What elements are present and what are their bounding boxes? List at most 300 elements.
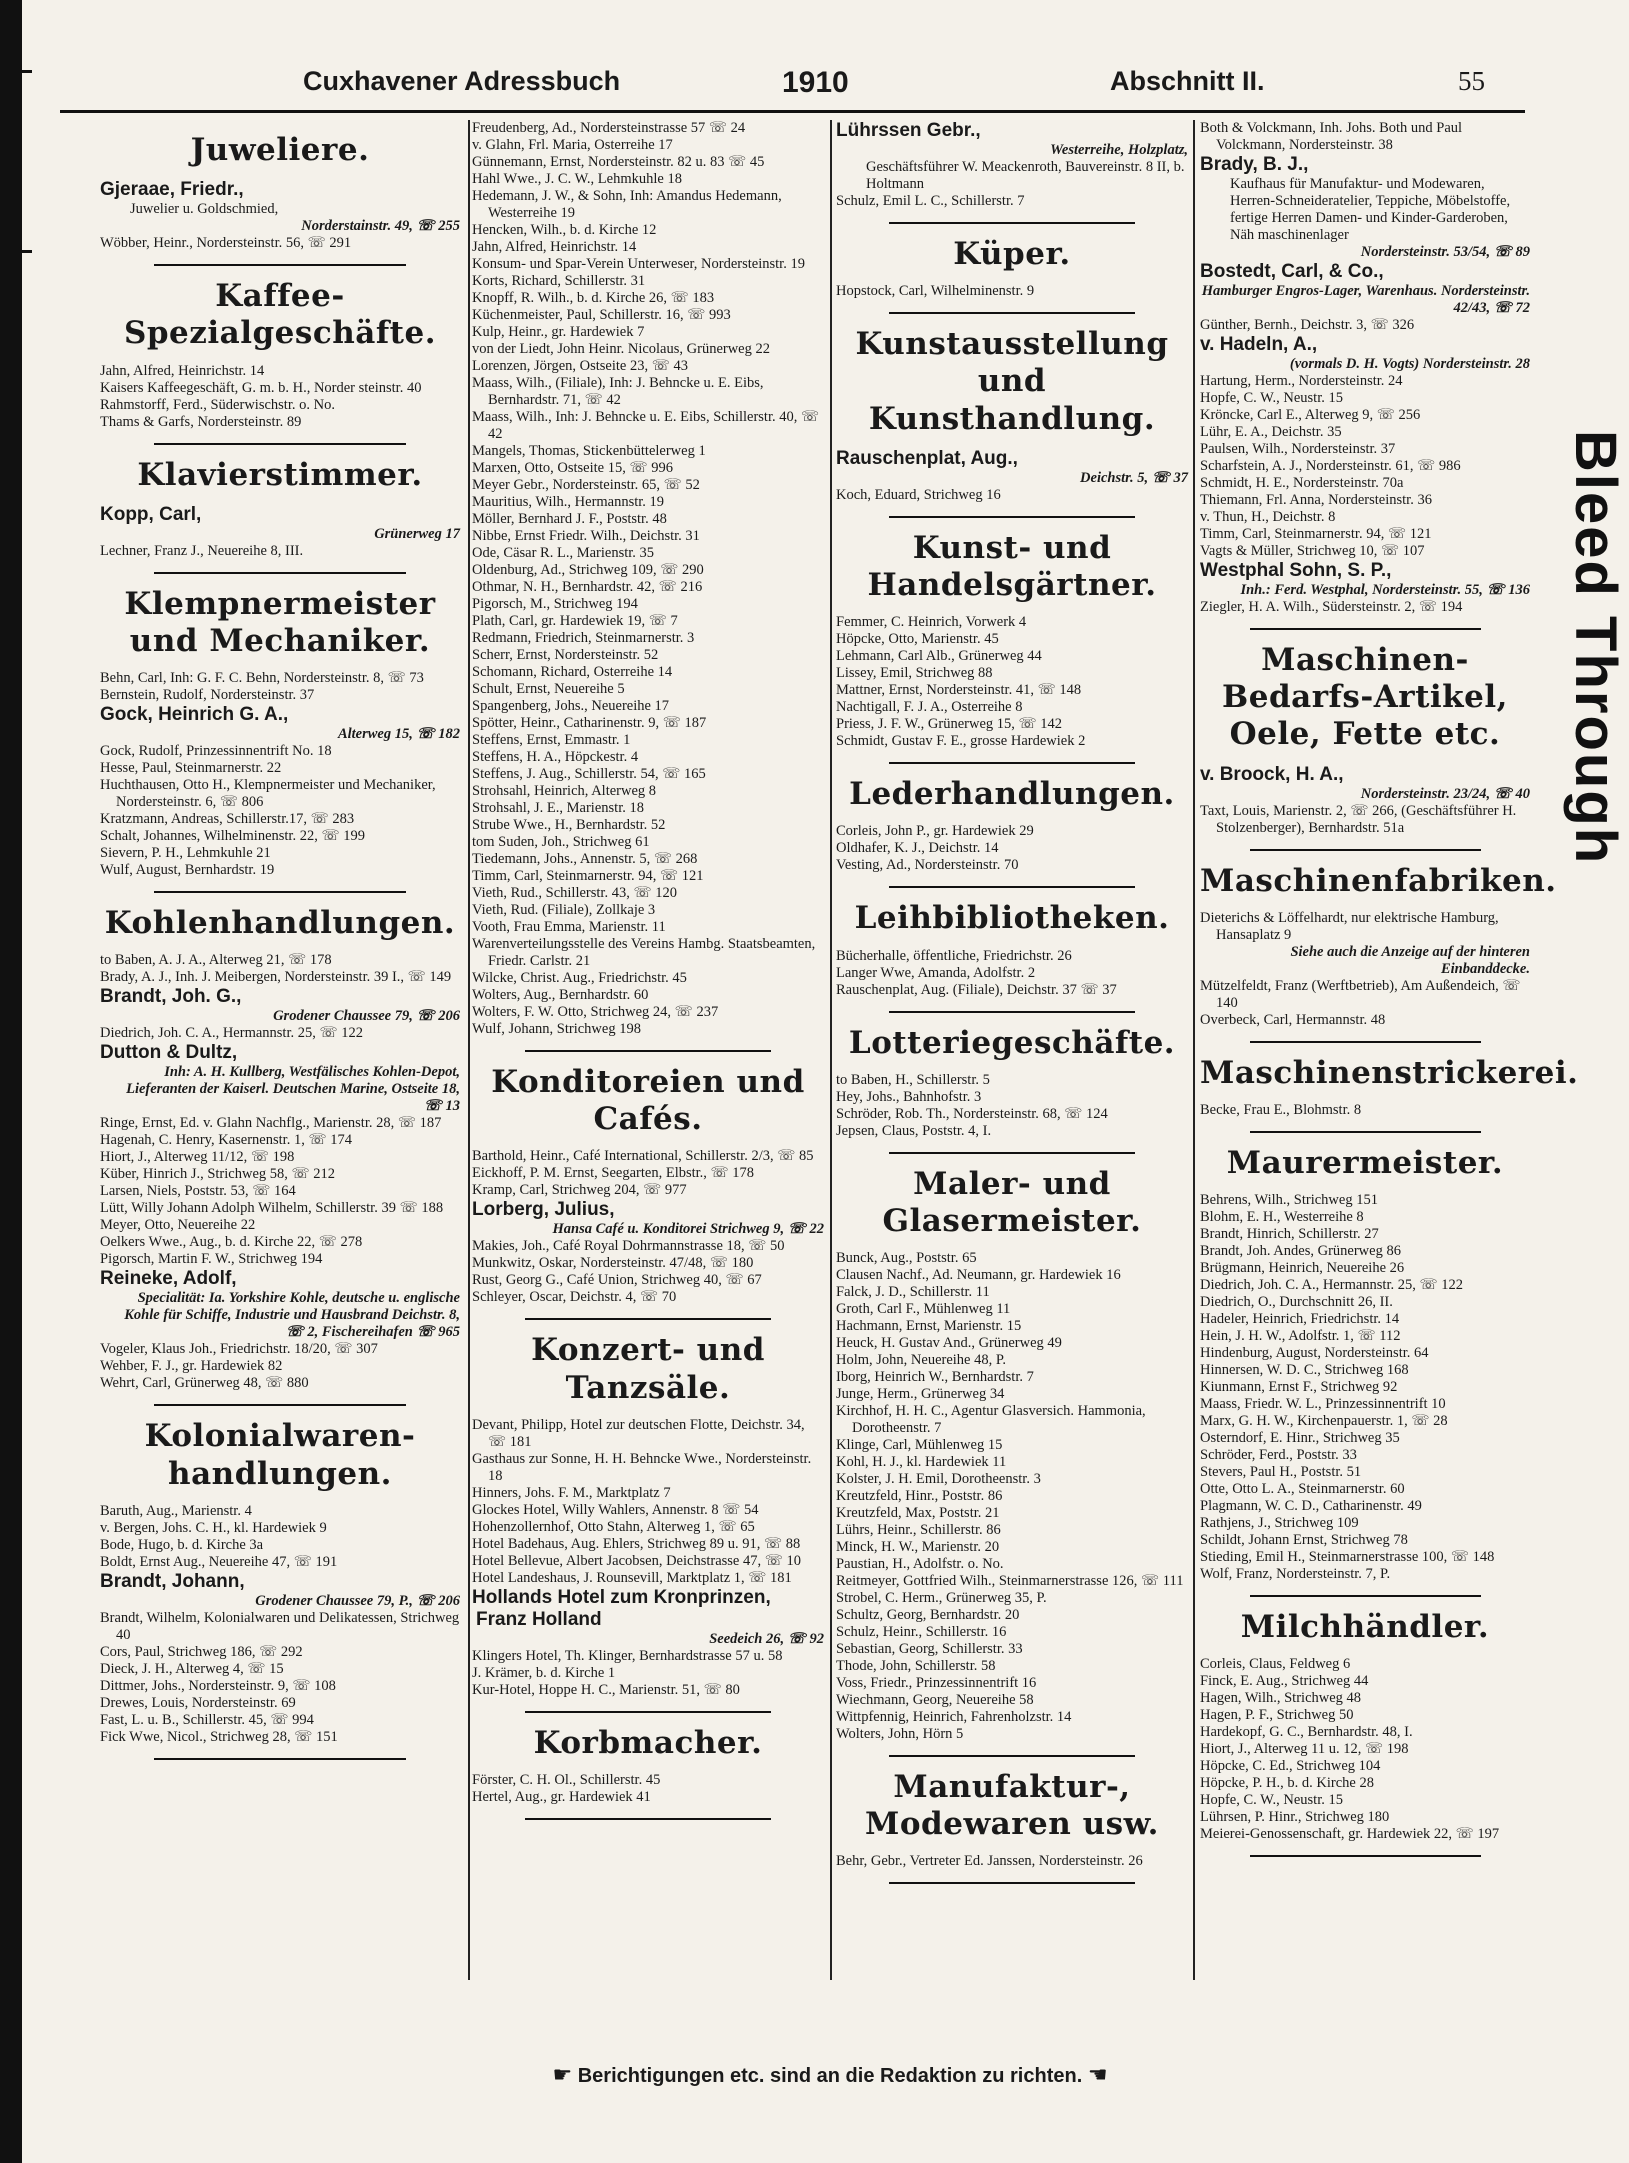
directory-entry: Brügmann, Heinrich, Neuereihe 26 — [1200, 1260, 1405, 1277]
directory-entry: Behr, Gebr., Vertreter Ed. Janssen, Nordersteinstr. 26 — [836, 1853, 1143, 1870]
directory-entry: Wolters, F. W. Otto, Strichweg 24, ☏ 237 — [472, 1004, 719, 1020]
directory-entry: Dieterichs & Löffelhardt, nur elektrische Hamburg, Hansaplatz 9 — [1200, 909, 1499, 943]
directory-section — [472, 1725, 824, 1820]
directory-entry: Munkwitz, Oskar, Nordersteinstr. 47/48, ☏ 180 — [472, 1255, 754, 1272]
directory-section — [836, 1769, 1188, 1884]
section-divider — [889, 222, 1135, 224]
directory-section — [836, 1025, 1188, 1154]
section-divider — [889, 886, 1135, 888]
directory-entry: Barthold, Heinr., Café International, Schillerstr. 2/3, ☏ 85 — [472, 1148, 814, 1165]
directory-entry: Lorberg, Julius, — [472, 1199, 615, 1221]
directory-entry: Paustian, H., Adolfstr. o. No. — [836, 1556, 1004, 1573]
directory-entry: Hertel, Aug., gr. Hardewiek 41 — [472, 1788, 651, 1805]
directory-entry: Hesse, Paul, Steinmarnerstr. 22 — [100, 760, 282, 777]
directory-entry: Vooth, Frau Emma, Marienstr. 11 — [472, 919, 666, 935]
directory-entry: Grodener Chaussee 79, ☏ 206 — [273, 1008, 460, 1025]
directory-entry: Rauschenplat, Aug. (Filiale), Deichstr. 37 ☏ 37 — [836, 981, 1117, 998]
directory-entry: Wulf, Johann, Strichweg 198 — [472, 1021, 641, 1037]
directory-entry: Norderstainstr. 49, ☏ 255 — [301, 218, 460, 235]
directory-entry: Strube Wwe., H., Bernhardstr. 52 — [472, 817, 666, 833]
directory-section — [836, 1166, 1188, 1757]
directory-entry: Vieth, Rud. (Filiale), Zollkaje 3 — [472, 902, 656, 918]
directory-entry: Kratzmann, Andreas, Schillerstr.17, ☏ 283 — [100, 811, 355, 828]
directory-entry: Taxt, Louis, Marienstr. 2, ☏ 266, (Geschäftsführer H. Stolzenberger), Bernhardstr. 51a — [1200, 802, 1517, 836]
directory-entry: Pigorsch, M., Strichweg 194 — [472, 596, 638, 612]
directory-entry: Redmann, Friedrich, Steinmarnerstr. 3 — [472, 630, 695, 646]
directory-entry: Strobel, C. Herm., Grünerweg 35, P. — [836, 1590, 1047, 1607]
directory-entry: Jahn, Alfred, Heinrichstr. 14 — [472, 239, 637, 255]
directory-entry: Osterndorf, E. Hinr., Strichweg 35 — [1200, 1430, 1400, 1447]
page-number: 55 — [1458, 66, 1485, 96]
directory-entry: Höpcke, P. H., b. d. Kirche 28 — [1200, 1775, 1374, 1792]
section-divider — [889, 1882, 1135, 1884]
directory-entry: Höpcke, C. Ed., Strichweg 104 — [1200, 1758, 1381, 1775]
directory-entry: Otte, Otto L. A., Steinmarnerstr. 60 — [1200, 1481, 1405, 1498]
section-divider — [1250, 1855, 1481, 1857]
directory-entry: Schalt, Johannes, Wilhelminenstr. 22, ☏ 199 — [100, 828, 365, 845]
directory-entry: Othmar, N. H., Bernhardstr. 42, ☏ 216 — [472, 579, 703, 595]
directory-entry: Hagen, P. F., Strichweg 50 — [1200, 1707, 1354, 1724]
directory-section — [100, 905, 460, 1406]
directory-entry: Femmer, C. Heinrich, Vorwerk 4 — [836, 614, 1027, 631]
directory-entry: Huchthausen, Otto H., Klempnermeister und Mechaniker, Nordersteinstr. 6, ☏ 806 — [100, 777, 436, 811]
directory-entry: Grünerweg 17 — [374, 525, 460, 542]
directory-entry: Nordersteinstr. 53/54, ☏ 89 — [1360, 244, 1530, 260]
directory-entry: Hagen, Wilh., Strichweg 48 — [1200, 1690, 1362, 1707]
directory-entry: Brandt, Joh. Andes, Grünerweg 86 — [1200, 1243, 1401, 1260]
directory-entry: Schildt, Johann Ernst, Strichweg 78 — [1200, 1532, 1408, 1549]
directory-entry: v. Broock, H. A., — [1200, 763, 1344, 785]
directory-entry: Eickhoff, P. M. Ernst, Seegarten, Elbstr., ☏ 178 — [472, 1165, 755, 1182]
directory-entry: Lorenzen, Jörgen, Ostseite 23, ☏ 43 — [472, 358, 688, 374]
directory-entry: Strohsahl, Heinrich, Alterweg 8 — [472, 783, 657, 799]
directory-entry: Freudenberg, Ad., Nordersteinstrasse 57 ☏ 24 — [472, 120, 746, 136]
section-divider — [1250, 1131, 1481, 1133]
directory-entry: Klingers Hotel, Th. Klinger, Bernhardstrasse 57 u. 58 — [472, 1647, 783, 1664]
directory-entry: Hindenburg, August, Nordersteinstr. 64 — [1200, 1345, 1429, 1362]
category-heading: Kaffee-Spezialgeschäfte. — [123, 278, 437, 352]
directory-entry: Wehber, F. J., gr. Hardewiek 82 — [100, 1358, 283, 1375]
directory-entry: Kaisers Kaffeegeschäft, G. m. b. H., Norder steinstr. 40 — [100, 379, 422, 396]
category-heading: Kunst- und Handelsgärtner. — [867, 529, 1157, 603]
directory-entry: Meierei-Genossenschaft, gr. Hardewiek 22, ☏ 197 — [1200, 1826, 1500, 1843]
directory-entry: Becke, Frau E., Blohmstr. 8 — [1200, 1101, 1362, 1118]
directory-entry: v. Bergen, Johs. C. H., kl. Hardewiek 9 — [100, 1519, 327, 1536]
directory-entry: Hohenzollernhof, Otto Stahn, Alterweg 1, ☏ 65 — [472, 1518, 755, 1535]
directory-entry: Marxen, Otto, Ostseite 15, ☏ 996 — [472, 460, 673, 476]
directory-section — [1200, 120, 1530, 630]
directory-section — [100, 132, 460, 266]
directory-entry: Ziegler, H. A. Wilh., Südersteinstr. 2, ☏ 194 — [1200, 599, 1463, 615]
directory-entry: Kreutzfeld, Hinr., Poststr. 86 — [836, 1488, 1003, 1505]
directory-entry: Kirchhof, H. H. C., Agentur Glasversich. Hammonia, Dorotheenstr. 7 — [836, 1403, 1146, 1437]
pointing-hand-right-icon: ☚ — [1087, 2062, 1108, 2087]
directory-entry: Schmidt, H. E., Nordersteinstr. 70a — [1200, 475, 1404, 491]
directory-entry: Scherr, Ernst, Nordersteinstr. 52 — [472, 647, 659, 663]
directory-entry: Kreutzfeld, Max, Poststr. 21 — [836, 1505, 1000, 1522]
directory-entry: Kohl, H. J., kl. Hardewiek 11 — [836, 1454, 1007, 1471]
directory-entry: Kröncke, Carl E., Alterweg 9, ☏ 256 — [1200, 407, 1421, 423]
category-heading: Maler- und Glasermeister. — [882, 1165, 1142, 1239]
directory-entry: Overbeck, Carl, Hermannstr. 48 — [1200, 1011, 1386, 1028]
directory-entry: Bostedt, Carl, & Co., — [1200, 261, 1384, 282]
category-heading: Milchhändler. — [1240, 1609, 1490, 1646]
directory-entry: Bernstein, Rudolf, Nordersteinstr. 37 — [100, 687, 315, 704]
directory-entry: Hadeler, Heinrich, Friedrichstr. 14 — [1200, 1311, 1400, 1328]
directory-entry: Stevers, Paul H., Poststr. 51 — [1200, 1464, 1362, 1481]
category-heading: Lederhandlungen. — [849, 776, 1175, 813]
directory-entry: Oelkers Wwe., Aug., b. d. Kirche 22, ☏ 278 — [100, 1234, 363, 1251]
directory-entry: Pigorsch, Martin F. W., Strichweg 194 — [100, 1251, 323, 1268]
directory-entry: Grodener Chaussee 79, P., ☏ 206 — [255, 1592, 460, 1609]
directory-entry: Hachmann, Ernst, Marienstr. 15 — [836, 1318, 1022, 1335]
section-divider — [154, 264, 406, 266]
book-year: 1910 — [782, 66, 849, 99]
directory-section — [472, 1064, 824, 1320]
directory-entry: Alterweg 15, ☏ 182 — [337, 726, 460, 743]
directory-entry: Mangels, Thomas, Stickenbüttelerweg 1 — [472, 443, 706, 459]
directory-entry: Wöbber, Heinr., Nordersteinstr. 56, ☏ 291 — [100, 235, 352, 252]
directory-entry: Sievern, P. H., Lehmkuhle 21 — [100, 845, 271, 862]
directory-entry: Wolf, Franz, Nordersteinstr. 7, P. — [1200, 1566, 1391, 1583]
page-footer — [400, 2062, 1260, 2088]
category-heading: Maschinen-Bedarfs-Artikel, Oele, Fette etc. — [1222, 642, 1508, 753]
directory-entry: Diedrich, O., Durchschnitt 26, II. — [1200, 1294, 1393, 1311]
directory-entry: Wittpfennig, Heinrich, Fahrenholzstr. 14 — [836, 1709, 1072, 1726]
directory-entry: Spötter, Heinr., Catharinenstr. 9, ☏ 187 — [472, 715, 707, 731]
directory-entry: Gjeraae, Friedr., — [100, 179, 244, 201]
directory-entry: Korts, Richard, Schillerstr. 31 — [472, 273, 646, 289]
section-divider — [1250, 1595, 1481, 1597]
directory-entry: Steffens, J. Aug., Schillerstr. 54, ☏ 165 — [472, 766, 706, 782]
directory-entry: Mattner, Ernst, Nordersteinstr. 41, ☏ 148 — [836, 682, 1082, 699]
directory-entry: Brady, B. J., — [1200, 154, 1309, 175]
section-divider — [525, 1711, 771, 1713]
directory-section — [100, 1418, 460, 1759]
directory-entry: Gock, Rudolf, Prinzessinnentrift No. 18 — [100, 743, 332, 760]
directory-entry: Hey, Johs., Bahnhofstr. 3 — [836, 1088, 982, 1105]
directory-entry: Hagenah, C. Henry, Kasernenstr. 1, ☏ 174 — [100, 1132, 352, 1149]
directory-entry: Knopff, R. Wilh., b. d. Kirche 26, ☏ 183 — [472, 290, 715, 306]
directory-entry: Hardekopf, G. C., Bernhardstr. 48, I. — [1200, 1724, 1413, 1741]
footer-note: Berichtigungen etc. sind an die Redaktion zu richten. — [577, 2065, 1083, 2087]
directory-entry: Lührssen Gebr., — [836, 120, 981, 141]
directory-entry: Wilcke, Christ. Aug., Friedrichstr. 45 — [472, 970, 687, 986]
directory-entry: Dieck, J. H., Alterweg 4, ☏ 15 — [100, 1660, 284, 1677]
directory-entry: Finck, E. Aug., Strichweg 44 — [1200, 1673, 1369, 1690]
directory-entry: Schulz, Emil L. C., Schillerstr. 7 — [836, 193, 1025, 209]
directory-entry: Schulz, Heinr., Schillerstr. 16 — [836, 1624, 1007, 1641]
directory-section — [100, 278, 460, 444]
directory-entry: Hopfe, C. W., Neustr. 15 — [1200, 1792, 1343, 1809]
directory-entry: Inh: A. H. Kullberg, Westfälisches Kohlen-Depot, Lieferanten der Kaiserl. Deutschen Marine, Ostseite 18, ☏ 13 — [126, 1064, 460, 1115]
directory-entry: Brandt, Hinrich, Schillerstr. 27 — [1200, 1226, 1379, 1243]
directory-entry: Langer Wwe, Amanda, Adolfstr. 2 — [836, 964, 1036, 981]
directory-section — [472, 1332, 824, 1712]
directory-entry: Wehrt, Carl, Grünerweg 48, ☏ 880 — [100, 1375, 309, 1392]
directory-entry: Oldenburg, Ad., Strichweg 109, ☏ 290 — [472, 562, 704, 578]
directory-entry: Hartung, Herm., Nordersteinstr. 24 — [1200, 373, 1403, 389]
directory-entry: Maass, Wilh., Inh: J. Behncke u. E. Eibs, Schillerstr. 40, ☏ 42 — [472, 409, 820, 442]
directory-section — [1200, 1145, 1530, 1597]
directory-section — [1200, 642, 1530, 851]
directory-entry: Geschäftsführer W. Meackenroth, Bauvereinstr. 8 II, b. Holtmann — [866, 159, 1185, 192]
pointing-hand-left-icon: ☛ — [552, 2062, 573, 2087]
directory-entry: Hahl Wwe., J. C. W., Lehmkuhle 18 — [472, 171, 682, 187]
directory-entry: Gasthaus zur Sonne, H. H. Behncke Wwe., Nordersteinstr. 18 — [472, 1450, 812, 1484]
directory-entry: Stieding, Emil H., Steinmarnerstrasse 100, ☏ 148 — [1200, 1549, 1495, 1566]
directory-entry: Plath, Carl, gr. Hardewiek 19, ☏ 7 — [472, 613, 678, 629]
section-label: Abschnitt II. — [1110, 66, 1265, 96]
directory-entry: Reitmeyer, Gottfried Wilh., Steinmarnerstrasse 126, ☏ 111 — [836, 1573, 1184, 1590]
column-3 — [836, 120, 1188, 2000]
directory-entry: Drewes, Louis, Nordersteinstr. 69 — [100, 1694, 296, 1711]
directory-entry: Groth, Carl F., Mühlenweg 11 — [836, 1301, 1011, 1318]
directory-entry: Küber, Hinrich J., Strichweg 58, ☏ 212 — [100, 1166, 336, 1183]
directory-entry: Meyer, Otto, Neuereihe 22 — [100, 1217, 256, 1234]
category-heading: Konditoreien und Cafés. — [491, 1064, 805, 1138]
directory-entry: Wolters, Aug., Bernhardstr. 60 — [472, 987, 649, 1003]
directory-entry: Falck, J. D., Schillerstr. 11 — [836, 1284, 990, 1301]
directory-entry: Holm, John, Neuereihe 48, P. — [836, 1352, 1006, 1369]
directory-entry: Konsum- und Spar-Verein Unterweser, Nordersteinstr. 19 — [472, 256, 805, 272]
directory-entry: Maass, Friedr. W. L., Prinzessinnentrift 10 — [1200, 1396, 1446, 1413]
directory-entry: Kulp, Heinr., gr. Hardewiek 7 — [472, 324, 645, 340]
directory-entry: Hopfe, C. W., Neustr. 15 — [1200, 390, 1343, 406]
directory-entry: Hinnersen, W. D. C., Strichweg 168 — [1200, 1362, 1409, 1379]
directory-entry: Hiort, J., Alterweg 11/12, ☏ 198 — [100, 1149, 295, 1166]
directory-entry: Dittmer, Johs., Nordersteinstr. 9, ☏ 108 — [100, 1677, 336, 1694]
directory-entry: Schultz, Georg, Bernhardstr. 20 — [836, 1607, 1020, 1624]
category-heading: Leihbibliotheken. — [854, 900, 1170, 937]
section-divider — [1250, 1041, 1481, 1043]
directory-entry: Tiedemann, Johs., Annenstr. 5, ☏ 268 — [472, 851, 698, 867]
directory-entry: to Baben, H., Schillerstr. 5 — [836, 1071, 990, 1088]
directory-entry: Günnemann, Ernst, Nordersteinstr. 82 u. 83 ☏ 45 — [472, 154, 765, 170]
section-divider — [889, 1755, 1135, 1757]
directory-entry: Mauritius, Wilh., Hermannstr. 19 — [472, 494, 665, 510]
section-divider — [525, 1050, 771, 1052]
directory-entry: Iborg, Heinrich W., Bernhardstr. 7 — [836, 1369, 1034, 1386]
directory-entry: Vieth, Rud., Schillerstr. 43, ☏ 120 — [472, 885, 677, 901]
directory-entry: Lissey, Emil, Strichweg 88 — [836, 665, 993, 682]
directory-entry: Spangenberg, Johs., Neuereihe 17 — [472, 698, 670, 714]
category-heading: Korbmacher. — [533, 1724, 763, 1761]
directory-entry: Jepsen, Claus, Poststr. 4, I. — [836, 1122, 992, 1139]
directory-entry: Vogeler, Klaus Joh., Friedrichstr. 18/20, ☏ 307 — [100, 1341, 378, 1358]
category-heading: Maschinenfabriken. — [1200, 862, 1557, 899]
directory-entry: Dutton & Dultz, — [100, 1042, 238, 1064]
category-heading: Kunstausstellung und Kunsthandlung. — [855, 326, 1169, 437]
directory-entry: Nordersteinstr. 23/24, ☏ 40 — [1360, 785, 1530, 802]
directory-entry: Hotel Landeshaus, J. Rounsevill, Marktplatz 1, ☏ 181 — [472, 1569, 792, 1586]
directory-entry: Hiort, J., Alterweg 11 u. 12, ☏ 198 — [1200, 1741, 1409, 1758]
directory-section — [836, 530, 1188, 764]
directory-entry: Kopp, Carl, — [100, 503, 202, 525]
directory-entry: Klinge, Carl, Mühlenweg 15 — [836, 1437, 1003, 1454]
directory-entry: v. Hadeln, A., — [1200, 334, 1318, 355]
directory-section — [472, 120, 824, 1052]
directory-entry: Brandt, Johann, — [100, 1570, 245, 1592]
directory-entry: Specialität: Ia. Yorkshire Kohle, deutsche u. englische Kohle für Schiffe, Industrie und Hausbrand Deichstr. 8, ☏ 2, Fischereihafen ☏ 965 — [124, 1290, 460, 1341]
directory-entry: Westerreihe, Holzplatz, — [1050, 142, 1188, 158]
section-divider — [889, 762, 1135, 764]
directory-entry: Förster, C. H. Ol., Schillerstr. 45 — [472, 1771, 661, 1788]
directory-entry: Vesting, Ad., Nordersteinstr. 70 — [836, 857, 1019, 874]
directory-entry: Timm, Carl, Steinmarnerstr. 94, ☏ 121 — [472, 868, 704, 884]
directory-entry: Kiunmann, Ernst F., Strichweg 92 — [1200, 1379, 1398, 1396]
section-divider — [154, 572, 406, 574]
directory-entry: Marx, G. H. W., Kirchenpauerstr. 1, ☏ 28 — [1200, 1413, 1448, 1430]
category-heading: Konzert- und Tanzsäle. — [531, 1332, 765, 1406]
directory-entry: Makies, Joh., Café Royal Dohrmannstrasse 18, ☏ 50 — [472, 1238, 785, 1255]
directory-entry: Bode, Hugo, b. d. Kirche 3a — [100, 1536, 264, 1553]
directory-entry: Heuck, H. Gustav And., Grünerweg 49 — [836, 1335, 1062, 1352]
directory-entry: Cors, Paul, Strichweg 186, ☏ 292 — [100, 1643, 303, 1660]
section-divider — [154, 1404, 406, 1406]
directory-entry: Deichstr. 5, ☏ 37 — [1080, 469, 1188, 486]
directory-entry: Brandt, Wilhelm, Kolonialwaren und Delikatessen, Strichweg 40 — [100, 1609, 460, 1643]
directory-entry: Wolters, John, Hörn 5 — [836, 1726, 964, 1743]
section-divider — [1250, 849, 1481, 851]
directory-entry: Schröder, Ferd., Poststr. 33 — [1200, 1447, 1357, 1464]
directory-entry: Küchenmeister, Paul, Schillerstr. 16, ☏ 993 — [472, 307, 731, 323]
directory-entry: Kaufhaus für Manufaktur- und Modewaren, Herren-Schneideratelier, Teppiche, Möbelstoffe, fertige Herren Damen- und Kinder-Garderoben, Näh maschinenlager — [1230, 176, 1511, 243]
directory-entry: Wiechmann, Georg, Neuereihe 58 — [836, 1692, 1034, 1709]
directory-entry: Reineke, Adolf, — [100, 1268, 237, 1290]
directory-entry: Brandt, Joh. G., — [100, 986, 242, 1008]
directory-entry: Lührsen, P. Hinr., Strichweg 180 — [1200, 1809, 1390, 1826]
directory-entry: Thode, John, Schillerstr. 58 — [836, 1658, 996, 1675]
directory-entry: v. Thun, H., Deichstr. 8 — [1200, 509, 1336, 525]
directory-entry: Kur-Hotel, Hoppe H. C., Marienstr. 51, ☏ 80 — [472, 1681, 740, 1698]
directory-entry: Lehmann, Carl Alb., Grünerweg 44 — [836, 648, 1042, 665]
directory-entry: Oldhafer, K. J., Deichstr. 14 — [836, 840, 999, 857]
directory-entry: Strohsahl, J. E., Marienstr. 18 — [472, 800, 644, 816]
directory-entry: Möller, Bernhard J. F., Poststr. 48 — [472, 511, 667, 527]
directory-entry: Fick Wwe, Nicol., Strichweg 28, ☏ 151 — [100, 1728, 338, 1745]
directory-entry: Behrens, Wilh., Strichweg 151 — [1200, 1192, 1378, 1209]
column-2 — [472, 120, 824, 2000]
directory-entry: Fast, L. u. B., Schillerstr. 45, ☏ 994 — [100, 1711, 314, 1728]
directory-entry: Hotel Badehaus, Aug. Ehlers, Strichweg 89 u. 91, ☏ 88 — [472, 1535, 801, 1552]
directory-section — [836, 776, 1188, 888]
section-divider — [154, 891, 406, 893]
directory-entry: Schröder, Rob. Th., Nordersteinstr. 68, ☏ 124 — [836, 1105, 1108, 1122]
directory-entry: Rathjens, J., Strichweg 109 — [1200, 1515, 1359, 1532]
directory-entry: Ode, Cäsar R. L., Marienstr. 35 — [472, 545, 655, 561]
directory-entry: Bunck, Aug., Poststr. 65 — [836, 1250, 977, 1267]
column-1 — [100, 120, 460, 2000]
directory-entry: Hedemann, J. W., & Sohn, Inh: Amandus Hedemann, Westerreihe 19 — [472, 188, 782, 221]
directory-entry: Minck, H. W., Marienstr. 20 — [836, 1539, 1000, 1556]
directory-entry: Hopstock, Carl, Wilhelminenstr. 9 — [836, 283, 1035, 300]
directory-entry: Timm, Carl, Steinmarnerstr. 94, ☏ 121 — [1200, 526, 1432, 542]
directory-entry: Günther, Bernh., Deichstr. 3, ☏ 326 — [1200, 317, 1415, 333]
directory-entry: Devant, Philipp, Hotel zur deutschen Flotte, Deichstr. 34, ☏ 181 — [472, 1416, 805, 1450]
directory-entry: Both & Volckmann, Inh. Johs. Both und Paul Volckmann, Nordersteinstr. 38 — [1200, 120, 1463, 153]
directory-entry: Maass, Wilh., (Filiale), Inh: J. Behncke u. E. Eibs, Bernhardstr. 71, ☏ 42 — [472, 375, 764, 408]
directory-entry: Gock, Heinrich G. A., — [100, 704, 289, 726]
directory-entry: Juwelier u. Goldschmied, — [130, 201, 279, 218]
directory-entry: tom Suden, Joh., Strichweg 61 — [472, 834, 650, 850]
book-title: Cuxhavener Adressbuch — [303, 66, 621, 96]
directory-section — [100, 586, 460, 893]
directory-entry: Sebastian, Georg, Schillerstr. 33 — [836, 1641, 1023, 1658]
directory-section — [836, 236, 1188, 314]
directory-entry: Priess, J. F. W., Grünerweg 15, ☏ 142 — [836, 716, 1063, 733]
category-heading: Manufaktur-, Modewaren usw. — [865, 1769, 1159, 1843]
directory-section — [1200, 1609, 1530, 1857]
directory-entry: Scharfstein, A. J., Nordersteinstr. 61, ☏ 986 — [1200, 458, 1461, 474]
category-heading: Kohlenhandlungen. — [104, 905, 456, 942]
directory-entry: Voss, Friedr., Prinzessinnentrift 16 — [836, 1675, 1037, 1692]
directory-entry: Vagts & Müller, Strichweg 10, ☏ 107 — [1200, 543, 1425, 559]
directory-entry: Seedeich 26, ☏ 92 — [709, 1630, 824, 1647]
page-header — [60, 58, 1525, 113]
category-heading: Lotteriegeschäfte. — [848, 1024, 1176, 1061]
directory-entry: von der Liedt, John Heinr. Nicolaus, Grünerweg 22 — [472, 341, 770, 357]
directory-entry: Warenverteilungsstelle des Vereins Hambg. Staatsbeamten, Friedr. Carlstr. 21 — [472, 936, 816, 969]
directory-entry: Hollands Hotel zum Kronprinzen, Franz Holland — [472, 1586, 771, 1630]
directory-entry: Hotel Bellevue, Albert Jacobsen, Deichstrasse 47, ☏ 10 — [472, 1552, 801, 1569]
directory-entry: Rauschenplat, Aug., — [836, 447, 1018, 469]
directory-entry: Behn, Carl, Inh: G. F. C. Behn, Nordersteinstr. 8, ☏ 73 — [100, 670, 424, 687]
directory-section — [100, 457, 460, 574]
directory-entry: Baruth, Aug., Marienstr. 4 — [100, 1502, 252, 1519]
directory-entry: Corleis, Claus, Feldweg 6 — [1200, 1656, 1351, 1673]
directory-entry: Brady, A. J., Inh. J. Meibergen, Nordersteinstr. 39 I., ☏ 149 — [100, 969, 452, 986]
section-divider — [154, 1758, 406, 1760]
directory-entry: Nachtigall, F. J. A., Osterreihe 8 — [836, 699, 1023, 716]
directory-entry: Mützelfeldt, Franz (Werftbetrieb), Am Außendeich, ☏ 140 — [1200, 977, 1521, 1011]
section-divider — [525, 1818, 771, 1820]
directory-entry: (vormals D. H. Vogts) Nordersteinstr. 28 — [1289, 356, 1530, 372]
category-heading: Maschinenstrickerei. — [1200, 1054, 1579, 1091]
directory-entry: Blohm, E. H., Westerreihe 8 — [1200, 1209, 1364, 1226]
directory-entry: Corleis, John P., gr. Hardewiek 29 — [836, 823, 1034, 840]
directory-entry: Kramp, Carl, Strichweg 204, ☏ 977 — [472, 1182, 687, 1199]
directory-entry: Lühr, E. A., Deichstr. 35 — [1200, 424, 1342, 440]
section-divider — [889, 516, 1135, 518]
section-divider — [889, 312, 1135, 314]
directory-entry: Hein, J. H. W., Adolfstr. 1, ☏ 112 — [1200, 1328, 1401, 1345]
directory-entry: Lechner, Franz J., Neuereihe 8, III. — [100, 542, 304, 559]
directory-section — [836, 900, 1188, 1012]
directory-entry: Koch, Eduard, Strichweg 16 — [836, 486, 1001, 503]
directory-entry: Schult, Ernst, Neuereihe 5 — [472, 681, 625, 697]
directory-entry: Rahmstorff, Ferd., Süderwischstr. o. No. — [100, 396, 335, 413]
section-divider — [1250, 628, 1481, 630]
directory-section — [1200, 1054, 1579, 1133]
directory-entry: Steffens, Ernst, Emmastr. 1 — [472, 732, 631, 748]
columns-container — [100, 120, 1579, 2000]
directory-entry: Rust, Georg G., Café Union, Strichweg 40, ☏ 67 — [472, 1272, 762, 1289]
directory-entry: Thams & Garfs, Nordersteinstr. 89 — [100, 413, 302, 430]
directory-entry: Hinners, Johs. F. M., Marktplatz 7 — [472, 1484, 671, 1501]
directory-entry: Schmidt, Gustav F. E., grosse Hardewiek 2 — [836, 733, 1086, 750]
column-4 — [1200, 120, 1579, 2000]
directory-entry: Larsen, Niels, Poststr. 53, ☏ 164 — [100, 1183, 296, 1200]
directory-entry: Siehe auch die Anzeige auf der hinteren Einbanddecke. — [1290, 943, 1530, 977]
directory-entry: Clausen Nachf., Ad. Neumann, gr. Hardewiek 16 — [836, 1267, 1121, 1284]
directory-entry: Boldt, Ernst Aug., Neuereihe 47, ☏ 191 — [100, 1553, 338, 1570]
directory-section — [1200, 862, 1557, 1043]
directory-entry: Kolster, J. H. Emil, Dorotheenstr. 3 — [836, 1471, 1041, 1488]
bleed-through-text: Bleed Through — [1563, 430, 1628, 866]
scan-left-edge — [0, 0, 22, 2163]
section-divider — [154, 443, 406, 445]
